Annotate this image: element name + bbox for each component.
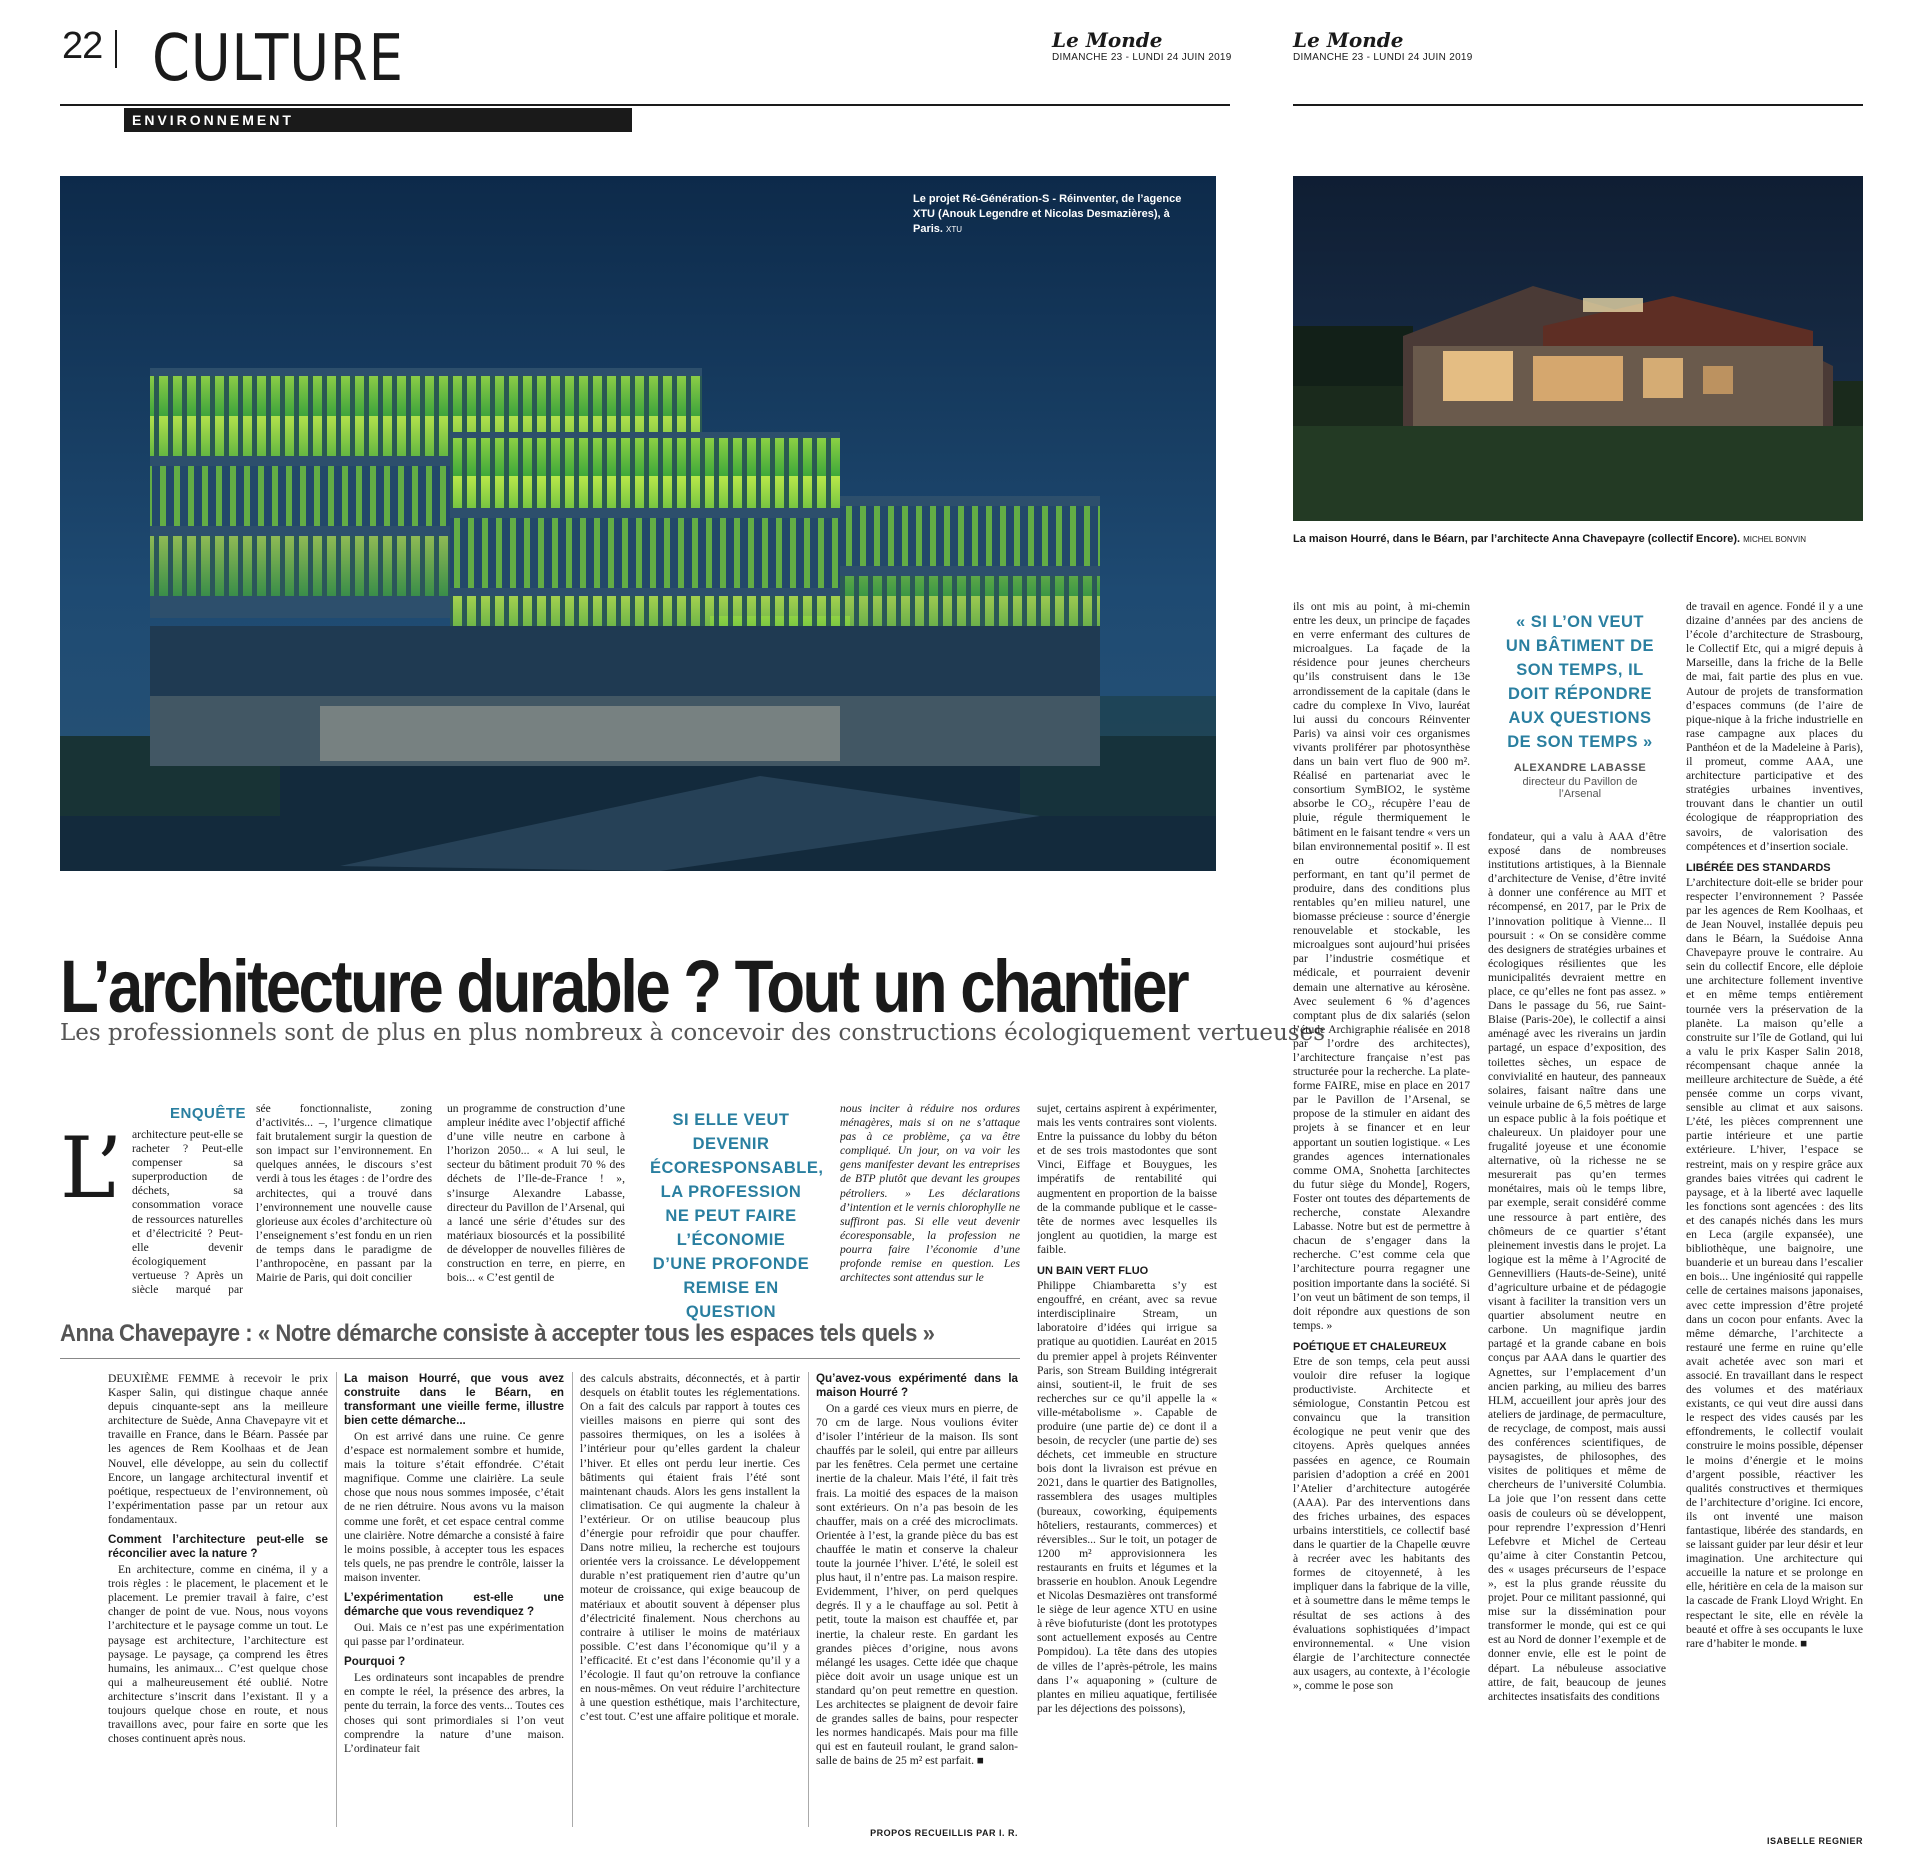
article-column-2: sée fonctionnaliste, zoning d’activités... –, l’urgence climatique fait brutalement surgir la question de son impact sur l’environnement. En quelques années, le discours s’est verdi à tous les étages : de l’ordre des architectes, qui a trouvé dans l’environnement une nouvelle cause glorieuse aux écoles d’architecture où l’enseignement s’est fondu en un rien de temps dans le paradigme de l’anthropocène, en passant par la Mairie de Paris, qui doit concilier — [256, 1102, 432, 1285]
interview-question-4: Pourquoi ? — [344, 1655, 406, 1669]
interview-title: Anna Chavepayre : « Notre démarche consiste à accepter tous les espaces tels quels » — [60, 1320, 935, 1347]
interview-question-1: Comment l’architecture peut-elle se réconcilier avec la nature ? — [108, 1533, 328, 1561]
house-photo — [1293, 176, 1863, 521]
interview-rule — [60, 1358, 1020, 1359]
interview-column-3: des calculs abstraits, déconnectés, et à partir desquels on établit toutes les réglementations. On a fait des calculs par rapport à toutes ces vieilles maisons en pierre qui sont des passoires thermiques, on les a isolées à l’intérieur pour qu’elles gardent la chaleur l’hiver. Et elles ont perdu leur inertie. Ces bâtiments qui étaient frais l’été sont maintenant chauds. Alors les gens installent la climatisation. Ce qui augmente la chaleur à l’extérieur. Or on utilise beaucoup plus d’énergie pour refroidir que pour chauffer. Dans notre milieu, la recherche est toujours orientée vers la croissance. Le développement durable n’est pratiquement rien d’autre qu’un moteur de croissance, qui exige beaucoup de matériaux et aboutit souvent à dépenser plus d’électricité finalement. Nous cherchons au contraire à utiliser le moins de matériaux possible. C’est dans l’économique qu’il y a l’efficacité. Et c’est dans l’économie qu’il y a l’écologie. Il faut qu’on retrouve la confiance en nous-mêmes. On veut réduire l’architecture à une question esthétique, mais l’architecture, c’est tout. C’est une affaire politique et morale. — [580, 1372, 800, 1724]
intertitle-liberee: LIBÉRÉE DES STANDARDS — [1686, 861, 1831, 874]
header-rule — [60, 104, 1230, 106]
interview-signature: PROPOS RECUEILLIS PAR I. R. — [870, 1828, 1018, 1838]
masthead-logo-right: Le Monde — [1293, 28, 1404, 52]
pullquote-role: directeur du Pavillon de l’Arsenal — [1522, 776, 1638, 800]
column-divider — [336, 1372, 337, 1827]
interview-question-3: L’expérimentation est-elle une démarche que vous revendiquez ? — [344, 1591, 564, 1619]
drop-cap: L’ — [60, 1119, 123, 1217]
header-rule-right — [1293, 104, 1863, 106]
article-column-1: architecture peut-elle se racheter ? Peut-elle compenser sa superproduction de déchets, sa consommation vorace de ressources naturelles et d’électricité ? Peut-elle devenir écologiquement vertueuse ? Après un siècle marqué par — [132, 1128, 243, 1297]
interview-column-1: DEUXIÈME FEMME à recevoir le prix Kasper Salin, qui distingue chaque année depuis cinquante-sept ans la meilleure architecture de Suède, Anna Chavepayre vit et travaille en France, dans le Béarn. Passée par les agences de Rem Koolhaas et de Jean Nouvel, elle développe, au sein du collectif Encore, un langage architectural inventif et poétique, respectueux de l’environnement, où l’expérimentation passe par un retour aux fondamentaux. Comment l’architecture peut-elle se réconcilier avec la nature ? En architecture, comme en cinéma, il y a trois règles : le placement, le placement et le placement. Le premier travail à faire, c’est changer de point de vue. Nous, nous voyons l’architecture et le paysage comme un tout. Le paysage est architecture, l’architecture est paysage. Le paysage, ça comprend les êtres humains, les animaux... C’est quelque chose qui a malheureusement été oublié. Notre architecture s’inscrit dans l’existant. Il y a toujours quelque chose en route, et nous travaillons avec, pour faire en sorte que les choses continuent après nous. — [108, 1372, 328, 1746]
enquete-label: ENQUÊTE — [170, 1105, 247, 1122]
article-column-5: nous inciter à réduire nos ordures ménagères, mais si on ne s’attaque pas à ce problème, ça va être compliqué. Un jour, on va voir les gens manifester devant les entreprises de BTP plutôt que devant les groupes pétroliers. » Les déclarations d’intention et le vernis chlorophylle ne suffiront pas. Si elle veut devenir écoresponsable, la profession ne pourra faire l’économie d’une profonde remise en question. Les architectes sont attendus sur le — [840, 1102, 1020, 1285]
pullquote-profession: SI ELLE VEUT DEVENIR ÉCORESPONSABLE, LA PROFESSION NE PEUT FAIRE L’ÉCONOMIE D’UNE PROFONDE REMISE EN QUESTION — [650, 1111, 824, 1321]
article-column-6: sujet, certains aspirent à expérimenter, mais les vents contraires sont violents. Entre la puissance du lobby du béton et de ses trois mastodontes que sont Vinci, Eiffage et Bouygues, les impératifs de rentabilité qui augmentent en proportion de la baisse de la commande publique et le casse-tête de normes avec lesquelles ils jonglent au quotidien, la marge est faible. UN BAIN VERT FLUO Philippe Chiambaretta s’y est engouffré, en créant, avec sa revue interdisciplinaire Stream, un laboratoire d’idées qui irrigue sa pratique au quotidien. Lauréat en 2015 du premier appel à projets Réinventer Paris, son Stream Building intégrerait ainsi, soutient-il, le fruit de ses recherches sur ce qu’il appelle la « ville-métabolisme ». Capable de produire (une partie de) ce dont il a besoin, de recycler (une partie de) ses déchets, cet immeuble en structure bois dont la livraison est prévue en 2021, dans le quartier des Batignolles, rassemblera des usages multiples (bureaux, coworking, équipements hôteliers, restaurants, commerces) et réversibles... Sur le toit, un potager de 1200 m² approvisionnera les restaurants en fruits et légumes et la brasserie en houblon. Anouk Legendre et Nicolas Desmazières ont transformé le siège de leur agence XTU en usine à rêve biofuturiste (dont les prototypes sont actuellement exposés au Centre Pompidou). La tête dans des utopies de villes de l’après-pétrole, les mains dans l’« aquaponing » (culture de plantes en milieu aquatique, fertilisée par les déjections des poissons), — [1037, 1102, 1217, 1715]
column-divider — [572, 1372, 573, 1827]
building-photo — [60, 176, 1216, 871]
house-photo-caption: La maison Hourré, dans le Béarn, par l’architecte Anna Chavepayre (collectif Encore). MICHEL BONVIN — [1293, 533, 1806, 545]
column-divider — [808, 1372, 809, 1827]
rubrique-title: CULTURE — [152, 22, 404, 96]
right-column-3: de travail en agence. Fondé il y a une dizaine d’années par des anciens de l’école d’architecture de Strasbourg, le Collectif Etc, qui a migré depuis à Marseille, dans la friche de la Belle de mai, fait partie des plus en vue. Autour de projets de transformation d’espaces communs (de l’aire de pique-nique à la friche industrielle en rase campagne aux places du Panthéon et de la Madeleine à Paris), il promeut, comme AAA, une architecture participative et des stratégies urbaines inventives, trouvant dans le chantier un outil écologique de réappropriation des savoirs, de valorisation des compétences et d’insertion sociale. LIBÉRÉE DES STANDARDS L’architecture doit-elle se brider pour respecter l’environnement ? Passée par les agences de Rem Koolhaas, et de Jean Nouvel, installée depuis peu dans le Béarn, la Suédoise Anna Chavepayre prouve le contraire. Au sein du collectif Encore, elle déploie une architecture follement inventive et en même temps entièrement tournée vers la préservation de la planète. La maison qu’elle a construite sur l’île de Gotland, qui lui a valu le prix Kasper Salin 2018, récompensant chaque année la meilleure architecture de Suède, a été pensée comme un corps vivant, sensible au climat et aux saisons. L’été, les pièces comprennent une partie intérieure et une partie extérieure. L’hiver, l’espace se restreint, mais on y respire grâce aux grandes baies vitrées qui cadrent le paysage, et à la liberté avec laquelle les fonctions sont agencées : des lits et des canapés nichés dans les murs en Leca (argile expansée), une bibliothèque, une baignoire, une buanderie et un bureau dans l’escalier en bois... Une ingéniosité qui rappelle celle de certaines maisons japonaises, avec cette impression d’être projeté dans un cocon pour enfants. Avec la même démarche, l’architecte a restauré une ferme en ruine qu’elle avait achetée avec son mari et associé. En travaillant dans le respect des volumes et des matériaux existants, ce qui veut dire aussi dans le respect des vides causés par les effondrements, le collectif voulait construire le moins possible, dépenser le moins d’énergie et le moins d’argent possible, réactiver les qualités constructives et thermiques de l’architecture d’origine. Ici encore, ils ont inventé une maison fantastique, libérée des standards, en se laissant guider par leur désir et leur imagination. Une architecture qui accueille la nature et se prolonge en elle, héritière en cela de la maison sur la cascade de Frank Lloyd Wright. En respectant le site, elle en révèle la beauté et offre à ses occupants le luxe rare d’habiter le monde. ■ — [1686, 600, 1863, 1650]
right-column-2: fondateur, qui a valu à AAA d’être exposé dans de nombreuses institutions artistiques, à la Biennale d’architecture de Venise, d’être invité à donner une conférence au MIT et récompensé, en 2017, par le Prix de l’innovation politique à Vienne... Il poursuit : « On se considère comme des designers de stratégies urbaines et écologiques résilientes que les municipalités devraient mettre en place, ce qu’elles ne font pas assez. » Dans le passage du 56, rue Saint-Blaise (Paris-20e), le collectif a ainsi aménagé avec les riverains un jardin partagé, un espace d’exposition, des toilettes sèches, un espace de convivialité en hauteur, des panneaux solaires, faisant naître dans une veinule urbaine de 6,5 mètres de large un espace public à la fois poétique et chaleureux. Un plaidoyer pour une frugalité joyeuse et une économie alternative, où la richesse ne se mesurerait pas qu’en termes monétaires, mais où le temps libre, par exemple, serait considéré comme une ressource à part entière, des chômeurs de ce quartier s’étant pleinement investis dans le projet. La logique est la même à l’Agrocité de Gennevilliers (Hauts-de-Seine), unité d’agriculture urbaine et de pédagogie visant à faciliter la transition vers un quartier absolument neutre en carbone. Un magnifique jardin partagé et la grande cabane en bois conçus par AAA dans le quartier des Agnettes, sur l’emplacement d’un ancien parking, au milieu des barres HLM, accueillent jour après jour des ateliers de jardinage, de permaculture, de recyclage, de compost, mais aussi des conférences scientifiques, de paysagistes, de philosophes, des visites de politiques et même de chercheurs de l’université Columbia. La joie que l’on ressent dans cette oasis de couleurs où se développent, pour reprendre l’expression d’Henri Lefebvre et Michel de Certeau qu’aime à citer Constantin Petcou, des « usages précurseurs de l’espace », est la plus grande réussite du projet. Pour ce militant passionné, qui mise sur la dissémination pour transformer le monde, qui est ce qui est au Nord de donner l’exemple et de donner envie, elle est le point de départ. La nébuleuse associative attire, de fait, beaucoup de jeunes architectes insatisfaits des conditions — [1488, 830, 1666, 1703]
right-column-1: ils ont mis au point, à mi-chemin entre les deux, un principe de façades en verre enfermant des cultures de microalgues. La façade de la résidence pour jeunes chercheurs qu’ils construisent dans le 13e arrondissement de la capitale (dans le cadre du complexe In Vivo, lauréat lui aussi du concours Réinventer Paris) va ainsi voir ces organismes vivants proliférer par photosynthèse dans un bain vert fluo de 900 m². Réalisé en partenariat avec le consortium SymBIO2, le système absorbe le CO₂, récupère l’eau de pluie, régule thermiquement le bâtiment en le faisant tendre « vers un bilan environnemental positif ». Il est en outre économiquement performant, en tant qu’il permet de produire, dans des conditions plus rentables qu’en milieu naturel, une biomasse précieuse : source d’énergie renouvelable et stockable, les microalgues sont aujourd’hui prisées par l’industrie cosmétique et médicale, et pourraient devenir demain une alternative au kérosène. Avec seulement 6 % d’agences comptant plus de dix salariés (selon l’étude Archigraphie réalisée en 2018 par l’ordre des architectes), l’architecture française n’est pas structurée pour la recherche. La plate-forme FAIRE, mise en place en 2017 par le Pavillon de l’Arsenal, se propose de la stimuler en aidant des projets à se financer et en leur apportant un soutien logistique. « Les grandes agences internationales comme OMA, Snohetta [architectes du futur siège du Monde], Rogers, Foster ont toutes des départements de recherche, constate Alexandre Labasse. Notre but est de permettre à chacun de s’engager dans la recherche. C’est comme cela que l’architecture pourra regagner une position importante dans la société. Si l’on veut un bâtiment de son temps, il doit répondre aux questions de son temps. » POÉTIQUE ET CHALEUREUX Etre de son temps, cela peut aussi vouloir dire refuser la logique productiviste. Architecte et sémiologue, Constantin Petcou est convaincu que la transition écologique ne peut venir que des citoyens. Après quelques années passées en agence, ce Roumain parisien d’adoption a créé en 2001 l’Atelier d’architecture autogérée (AAA). Par des interventions dans des friches urbaines, des espaces urbains interstitiels, ce collectif basé dans le quartier de la Chapelle œuvre à recréer avec les habitants des formes de citoyenneté, à les impliquer dans la fabrique de la ville, et à soumettre dans le même temps le résultat de ses actions à des évaluations sophistiquées d’impact environnemental. « Une vision élargie de l’architecture connectée aux usagers, au contexte, à l’écologie », comme le pose son — [1293, 600, 1470, 1693]
dateline: DIMANCHE 23 - LUNDI 24 JUIN 2019 — [1052, 52, 1232, 63]
page-number: 22 — [62, 25, 103, 67]
interview-question-5: Qu’avez-vous expérimenté dans la maison Hourré ? — [816, 1372, 1018, 1399]
house-illustration — [1293, 176, 1863, 521]
interview-column-4: Qu’avez-vous expérimenté dans la maison Hourré ? On a gardé ces vieux murs en pierre, de 70 cm de large. Nous voulions éviter d’isoler l’intérieur de la maison. Ils sont chauffés par le soleil, qui entre par ailleurs par les fenêtres. Cela permet une certaine inertie de la chaleur. Mais l’été, il fait très frais. La moitié des espaces de la maison sont extérieurs. On n’a pas besoin de les chauffer, mais on a créé des microclimats. Orientée à l’est, la grande pièce du bas est chauffée le matin et conserve la chaleur toute la journée l’hiver. L’été, le soleil est plus haut, il n’entre pas. La maison respire. Evidemment, l’hiver, on perd quelques degrés. Il y a le chauffage au sol. Petit à petit, toute la maison est chauffée et, par inertie, la chaleur reste. En gardant les grandes pièces d’origine, nous avons mélangé les usages. Cette idée que chaque pièce doit avoir un usage unique est un standard qu’on peut remettre en question. Les architectes se plaignent de devoir faire de grandes salles de bains, pour respecter les normes handicapés. Mais pour ma fille qui est en fauteuil roulant, le grand salon-salle de bains de 25 m² est parfait. ■ — [816, 1372, 1018, 1768]
intertitle-bain-vert: UN BAIN VERT FLUO — [1037, 1265, 1149, 1278]
intertitle-poetique: POÉTIQUE ET CHALEUREUX — [1293, 1340, 1447, 1353]
article-signature: ISABELLE REGNIER — [1766, 1836, 1863, 1846]
article-subhead: Les professionnels sont de plus en plus nombreux à concevoir des constructions écologiquement vertueuses — [60, 1020, 1326, 1046]
page-number-divider — [115, 30, 117, 68]
dateline-right: DIMANCHE 23 - LUNDI 24 JUIN 2019 — [1293, 52, 1473, 63]
interview-column-2: La maison Hourré, que vous avez construite dans le Béarn, en transformant une vieille ferme, illustre bien cette démarche... On est arrivé dans une ruine. Ce genre d’espace est normalement sombre et humide, mais la toiture s’était effondrée. C’était magnifique. Comme une clairière. La seule chose que nous nous sommes imposée, c’était de ne rien détruire. Nous avons vu la maison comme une forêt, et cet espace central comme une clairière. Notre démarche a consisté à faire le moins possible, à accepter tous les espaces tels quels, ne pas prendre le contrôle, laisser la maison inventer. L’expérimentation est-elle une démarche que vous revendiquez ? Oui. Mais ce n’est pas une expérimentation qui passe par l’ordinateur. Pourquoi ? Les ordinateurs sont incapables de prendre en compte le réel, la présence des arbres, la pente du terrain, la force des vents... Toutes ces choses qui sont primordiales si l’on veut comprendre la nature d’une maison. L’ordinateur fait — [344, 1372, 564, 1755]
article-headline: L’architecture durable ? Tout un chantier — [60, 945, 1188, 1028]
pullquote-author: ALEXANDRE LABASSE — [1513, 762, 1647, 774]
article-column-3: un programme de construction d’une ampleur inédite avec l’objectif affiché d’une ville neutre en carbone à l’horizon 2050... « A lui seul, le secteur du bâtiment produit 70 % des déchets de l’Ile-de-France ! », s’insurge Alexandre Labasse, directeur du Pavillon de l’Arsenal, qui a lancé une série d’études sur des matériaux biosourcés et la possibilité de développer de nouvelles filières de construction en terre, en pierre, en bois... « C’est gentil de — [447, 1102, 625, 1285]
building-illustration — [60, 176, 1216, 871]
masthead-logo: Le Monde — [1052, 28, 1163, 52]
pullquote-labasse: « SI L’ON VEUT UN BÂTIMENT DE SON TEMPS, IL DOIT RÉPONDRE AUX QUESTIONS DE SON TEMPS » — [1505, 613, 1655, 751]
interview-question-2: La maison Hourré, que vous avez construite dans le Béarn, en transformant une vieille ferme, illustre bien cette démarche... — [344, 1372, 564, 1427]
building-photo-caption: Le projet Ré-Génération-S - Réinventer, de l’agence XTU (Anouk Legendre et Nicolas Desmazières), à Paris. XTU — [913, 193, 1182, 235]
section-bar: ENVIRONNEMENT — [124, 108, 632, 132]
